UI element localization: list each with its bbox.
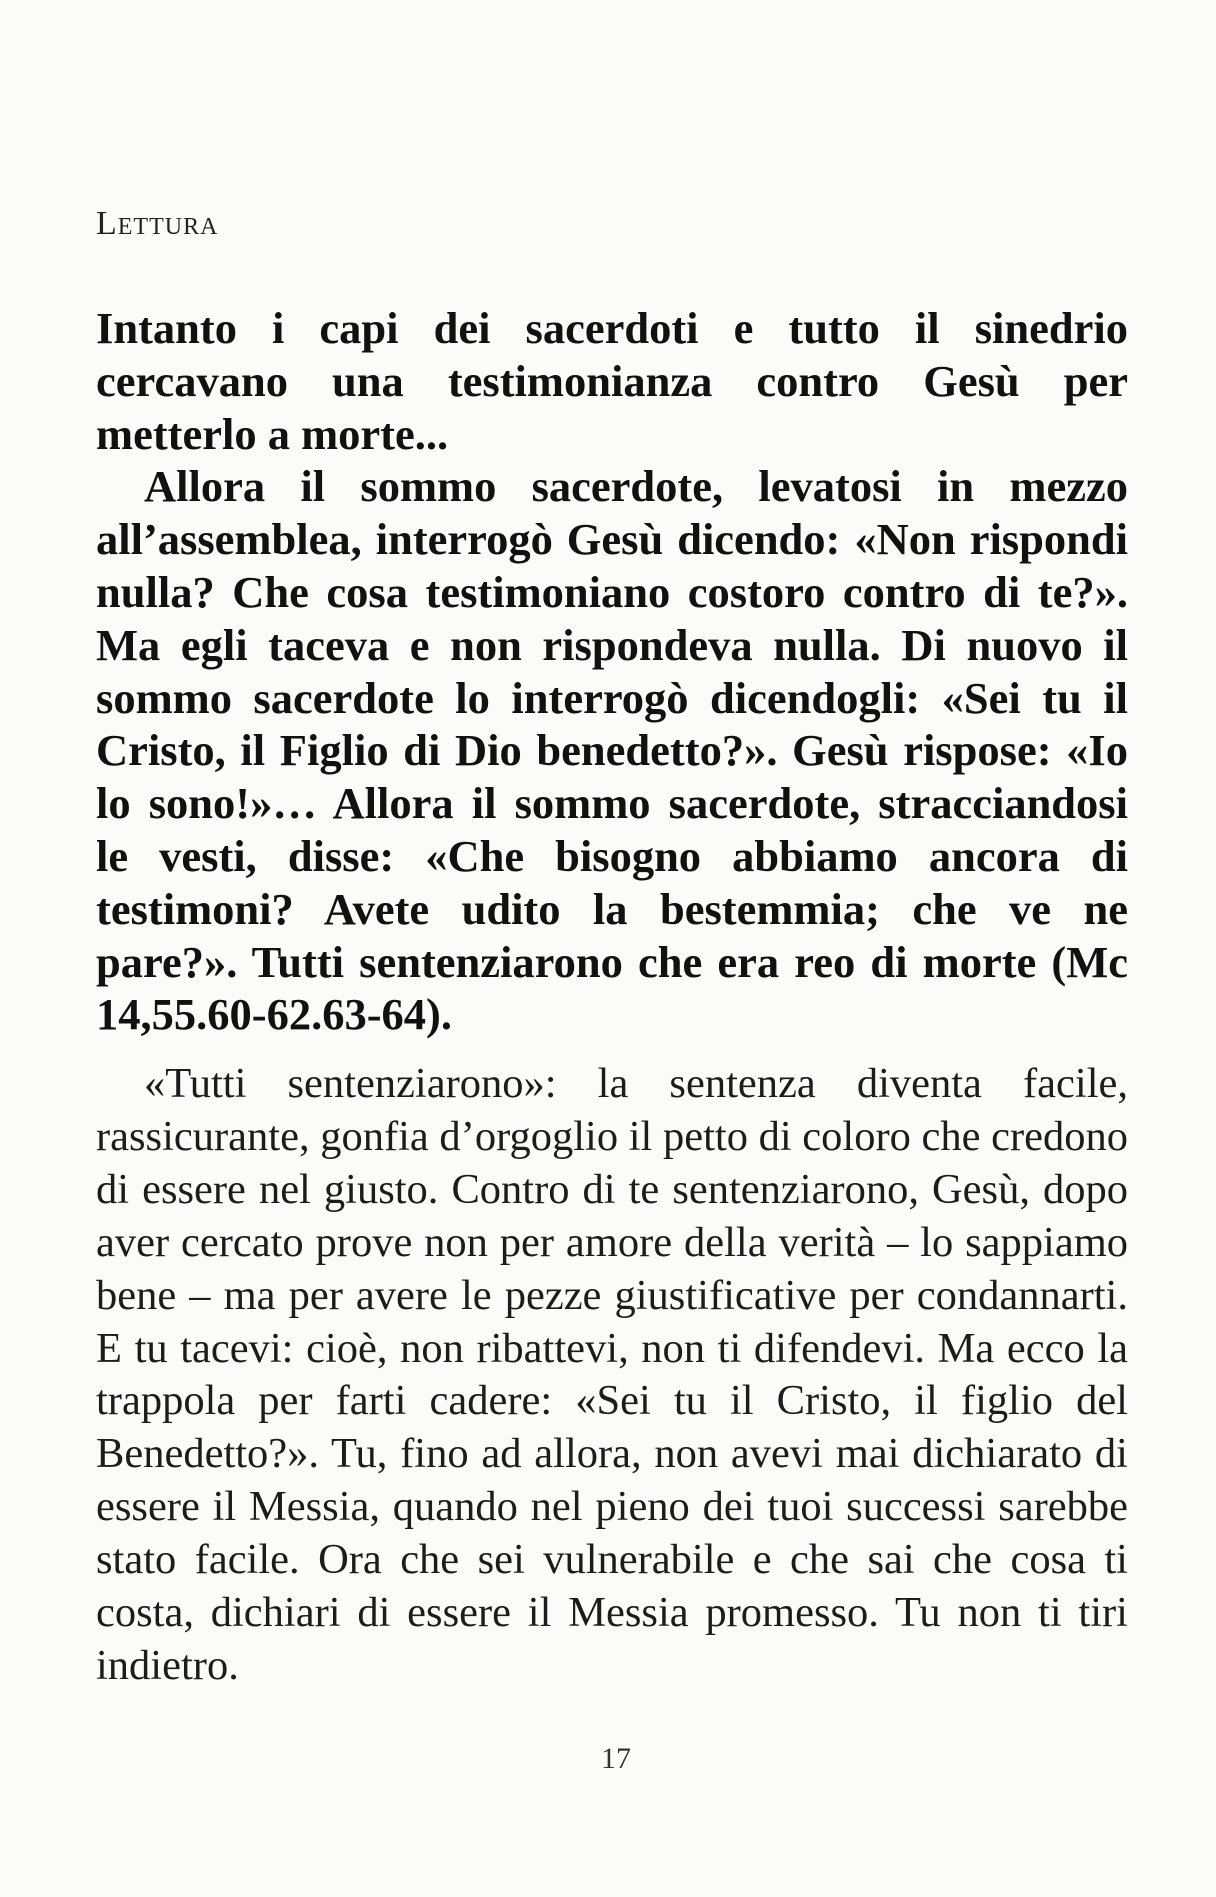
section-title — [96, 205, 218, 243]
reading-paragraph-1: Intanto i capi dei sacerdoti e tutto il sinedrio cercavano una testimonianza contro Gesù per metterlo a morte... — [96, 303, 1128, 459]
commentary-paragraph: «Tutti sentenziarono»: la sentenza diventa facile, rassicurante, gonfia d’orgoglio il petto di coloro che credono di essere nel giusto. Contro di te sentenziarono, Gesù, dopo aver cercato prove non per amore della verità – lo sappiamo bene – ma per avere le pezze giustificative per condannarti. E tu tacevi: cioè, non ribattevi, non ti difendevi. Ma ecco la trappola per farti cadere: «Sei tu il Cristo, il figlio del Benedetto?». Tu, fino ad allora, non avevi mai dichiarato di essere il Messia, quando nel pieno dei tuoi successi sarebbe stato facile. Ora che sei vulnerabile e che sai che cosa ti costa, dichiari di essere il Messia promesso. Tu non ti tiri indietro. — [96, 1060, 1128, 1689]
page-number: 17 — [601, 1742, 631, 1775]
section-title-text: Lettura — [96, 205, 219, 242]
scripture-reading — [96, 302, 1128, 1041]
reading-paragraph-2: Allora il sommo sacerdote, levatosi in mezzo all’assemblea, interrogò Gesù dicendo: «Non rispondi nulla? Che cosa testimoniano costoro contro di te?». Ma egli taceva e non rispondeva nulla. Di nuovo il sommo sacerdote lo interrogò dicendogli: «Sei tu il Cristo, il Figlio di Dio benedetto?». Gesù rispose: «Io lo sono!»… Allora il sommo sacerdote, stracciandosi le vesti, disse: «Che bisogno abbiamo ancora di testimoni? Avete udito la bestemmia; che ve ne pare?». Tutti sentenziarono che era reo di morte (Mc 14,55.60-62.63-64). — [96, 461, 1128, 1040]
commentary — [96, 1058, 1128, 1693]
